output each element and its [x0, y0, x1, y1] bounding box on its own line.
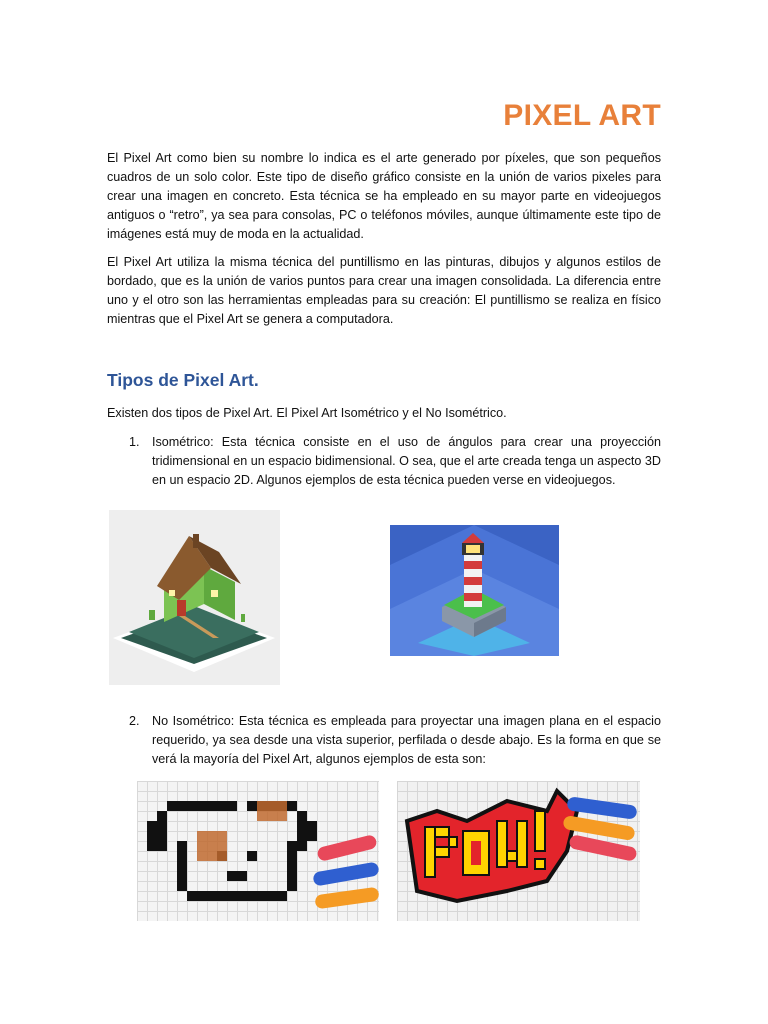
list-item-non-isometric	[129, 712, 661, 769]
section-intro: Existen dos tipos de Pixel Art. El Pixel Art Isométrico y el No Isométrico.	[107, 406, 507, 420]
dog-face-drawing-icon	[137, 781, 379, 921]
list-item-isometric	[129, 433, 661, 490]
isometric-lighthouse-image	[390, 525, 559, 656]
pow-lettering-drawing-icon	[397, 781, 640, 921]
list-number: 1.	[129, 435, 140, 449]
isometric-lighthouse-icon	[390, 525, 559, 656]
isometric-house-icon	[109, 510, 280, 685]
list-text: No Isométrico: Esta técnica es empleada para proyectar una imagen plana en el espacio requerido, ya sea desde una vista superior, perfilada o desde abajo. Es la forma en que se verá la mayoría del Pixel Art, algunos ejemplos de esta son:	[152, 714, 661, 766]
intro-paragraph-1: El Pixel Art como bien su nombre lo indica es el arte generado por píxeles, que son pequeños cuadros de un solo color. Este tipo de diseño gráfico consiste en la unión de varios pixeles para crear una imagen en concreto. Esta técnica se ha empleado en su mayor parte en videojuegos antiguos o “retro”, ya sea para consolas, PC o teléfonos móviles, aunque últimamente este tipo de imágenes está muy de moda en la actualidad.	[107, 151, 661, 241]
dog-drawing-image	[137, 781, 379, 921]
isometric-house-image	[109, 510, 280, 685]
list-text: Isométrico: Esta técnica consiste en el uso de ángulos para crear una proyección tridimensional en un espacio bidimensional. O sea, que el arte creada tenga un aspecto 3D en un espacio 2D. Algunos ejemplos de esta técnica pueden verse en videojuegos.	[152, 435, 661, 487]
page-title: PIXEL ART	[503, 99, 661, 132]
intro-paragraph-2: El Pixel Art utiliza la misma técnica del puntillismo en las pinturas, dibujos y algunos estilos de bordado, que es la unión de varios puntos para crear una imagen consolidada. La diferencia entre uno y el otro son las herramientas empleadas para su creación: El puntillismo se realiza en físico mientras que el Pixel Art se genera a computadora.	[107, 255, 661, 326]
list-number: 2.	[129, 714, 140, 728]
pow-drawing-image	[397, 781, 640, 921]
section-heading: Tipos de Pixel Art.	[107, 370, 259, 390]
